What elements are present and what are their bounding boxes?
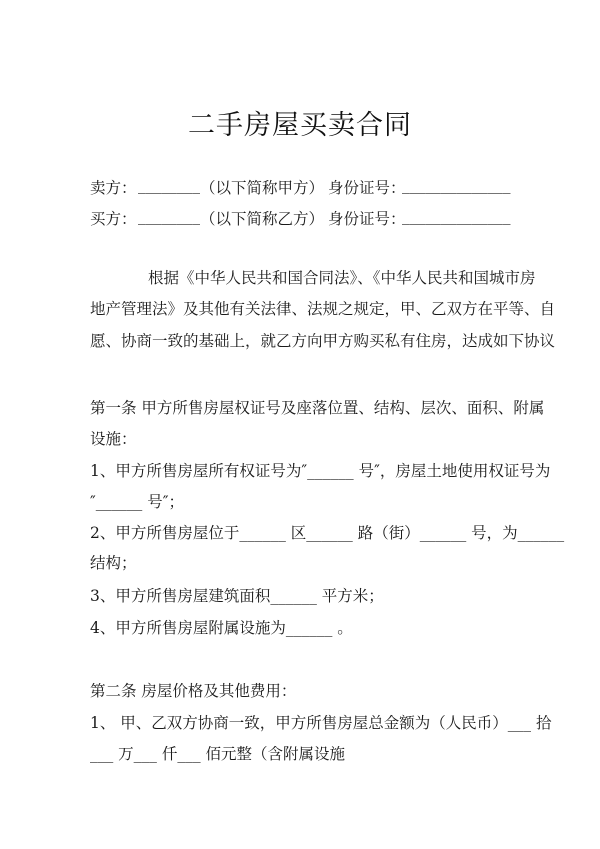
preamble-line: 地产管理法》及其他有关法律、法规之规定，甲、乙双方在平等、自 xyxy=(90,300,556,318)
article2-item: ___ 万___ 仟___ 佰元整（含附属设施 xyxy=(90,745,346,763)
buyer-label: 买方： xyxy=(90,210,137,228)
seller-alias: （以下简称甲方） xyxy=(200,179,325,197)
seller-label: 卖方： xyxy=(90,179,137,197)
article1-item: ″______ 号″； xyxy=(90,493,185,511)
article2-heading: 第二条 房屋价格及其他费用： xyxy=(90,682,297,700)
article1-item: 结构； xyxy=(90,554,137,572)
article1-item: 4、甲方所售房屋附属设施为______ 。 xyxy=(90,619,353,637)
article1-item: 2、甲方所售房屋位于______ 区______ 路（街）______ 号，为______ xyxy=(90,524,565,542)
article1-item: 3、甲方所售房屋建筑面积______ 平方米； xyxy=(90,587,384,605)
article1-item: 1、甲方所售房屋所有权证号为″______ 号″，房屋土地使用权证号为 xyxy=(90,462,551,480)
seller-name-blank: ________ xyxy=(138,176,200,194)
article1-heading: 设施： xyxy=(90,430,137,448)
seller-id-label: 身份证号： xyxy=(328,179,406,197)
document-title: 二手房屋买卖合同 xyxy=(188,110,412,141)
article2-item: 1、 甲、乙双方协商一致，甲方所售房屋总金额为（人民币）___ 拾 xyxy=(90,714,552,732)
buyer-alias: （以下简称乙方） xyxy=(200,210,325,228)
buyer-id-label: 身份证号： xyxy=(328,210,406,228)
article1-heading: 第一条 甲方所售房屋权证号及座落位置、结构、层次、面积、附属 xyxy=(90,399,545,417)
preamble-line: 愿、协商一致的基础上，就乙方向甲方购买私有住房，达成如下协议 xyxy=(90,332,556,350)
seller-id-blank: ______________ xyxy=(402,176,511,194)
preamble-line: 根据《中华人民共和国合同法》、《中华人民共和国城市房 xyxy=(148,269,536,287)
buyer-id-blank: ______________ xyxy=(402,207,511,225)
buyer-name-blank: ________ xyxy=(138,207,200,225)
